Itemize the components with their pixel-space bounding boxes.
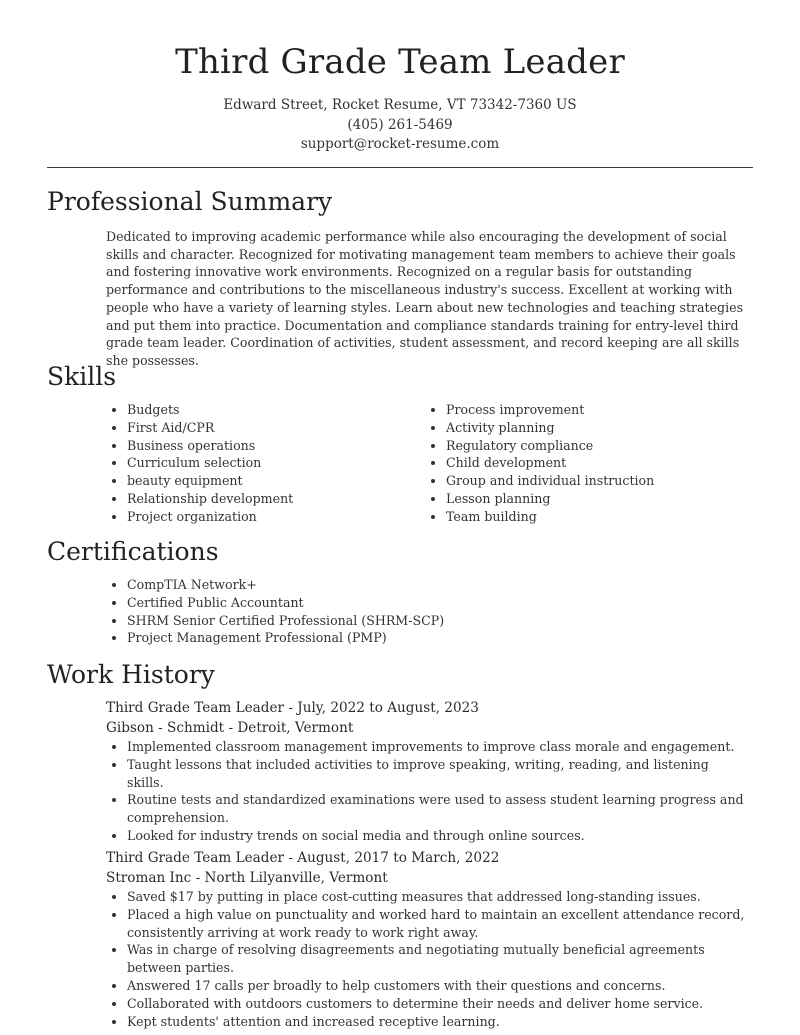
certification-item: • SHRM Senior Certified Professional (SHRM-SCP) (127, 612, 746, 630)
address-text: Edward Street, Rocket Resume, VT 73342-7360 US (223, 97, 577, 113)
certifications-list (106, 576, 746, 647)
skill-item: • Regulatory compliance (446, 437, 755, 455)
job-company-line: Gibson - Schmidt - Detroit, Vermont (106, 719, 354, 736)
certifications-heading: Certifications (47, 537, 219, 566)
job-bullet: • Taught lessons that included activities to improve speaking, writing, reading, and listening skills. (127, 756, 746, 792)
job-bullets (106, 888, 746, 1030)
skill-item: • Curriculum selection (127, 454, 406, 472)
contact-block (0, 96, 800, 155)
skill-item: • Lesson planning (446, 490, 755, 508)
skill-item: • Child development (446, 454, 755, 472)
job-entry (106, 849, 746, 1030)
resume-header (0, 0, 800, 155)
work-history-heading: Work History (47, 660, 215, 689)
job-bullet: • Answered 17 calls per broadly to help customers with their questions and concerns. (127, 977, 746, 995)
certification-item: • Project Management Professional (PMP) (127, 629, 746, 647)
skill-item: • Project organization (127, 508, 406, 526)
job-bullet: • Placed a high value on punctuality and worked hard to maintain an excellent attendance record, consistently arriving at work ready to work right away. (127, 906, 746, 942)
job-title-line: Third Grade Team Leader - August, 2017 to March, 2022 (106, 850, 500, 866)
certification-item: • Certified Public Accountant (127, 594, 746, 612)
skill-item: • First Aid/CPR (127, 419, 406, 437)
job-bullet: • Saved $17 by putting in place cost-cutting measures that addressed long-standing issues. (127, 888, 746, 906)
skill-item: • Budgets (127, 401, 406, 419)
skill-item: • Activity planning (446, 419, 755, 437)
header-divider (47, 167, 753, 168)
job-title-line: Third Grade Team Leader - July, 2022 to August, 2023 (106, 700, 479, 716)
skill-item: • Team building (446, 508, 755, 526)
skill-item: • Group and individual instruction (446, 472, 755, 490)
job-bullet: • Looked for industry trends on social media and through online sources. (127, 827, 746, 845)
candidate-name: Third Grade Team Leader (175, 42, 625, 82)
skill-item: • beauty equipment (127, 472, 406, 490)
job-bullet: • Routine tests and standardized examinations were used to assess student learning progress and comprehension. (127, 791, 746, 827)
phone-text: (405) 261-5469 (347, 116, 453, 133)
certification-item: • CompTIA Network+ (127, 576, 746, 594)
job-bullet: • Kept students' attention and increased receptive learning. (127, 1013, 746, 1031)
skills-heading: Skills (47, 362, 117, 391)
skill-item: • Process improvement (446, 401, 755, 419)
job-company-line: Stroman Inc - North Lilyanville, Vermont (106, 869, 388, 886)
job-bullet: • Collaborated with outdoors customers to determine their needs and deliver home service. (127, 995, 746, 1013)
skills-column-left (106, 401, 406, 526)
skills-column-right (425, 401, 755, 526)
skill-item: • Relationship development (127, 490, 406, 508)
summary-text: Dedicated to improving academic performance while also encouraging the development of social skills and character. Recognized for motivating management team members to achieve their goals and fostering innovative work environments. Recognized on a regular basis for outstanding performance and contributions to the miscellaneous industry's success. Excellent at working with people who have a variety of learning styles. Learn about new technologies and teaching strategies and put them into practice. Documentation and compliance standards training for entry-level third grade team leader. Coordination of activities, student assessment, and record keeping are all skills she possesses. (106, 229, 744, 368)
skill-item: • Business operations (127, 437, 406, 455)
job-bullet: • Implemented classroom management improvements to improve class morale and engagement. (127, 738, 746, 756)
email-text: support@rocket-resume.com (300, 136, 500, 152)
job-bullets (106, 738, 746, 845)
job-entry (106, 699, 746, 845)
job-bullet: • Was in charge of resolving disagreements and negotiating mutually beneficial agreements between parties. (127, 941, 746, 977)
summary-heading: Professional Summary (47, 187, 333, 216)
